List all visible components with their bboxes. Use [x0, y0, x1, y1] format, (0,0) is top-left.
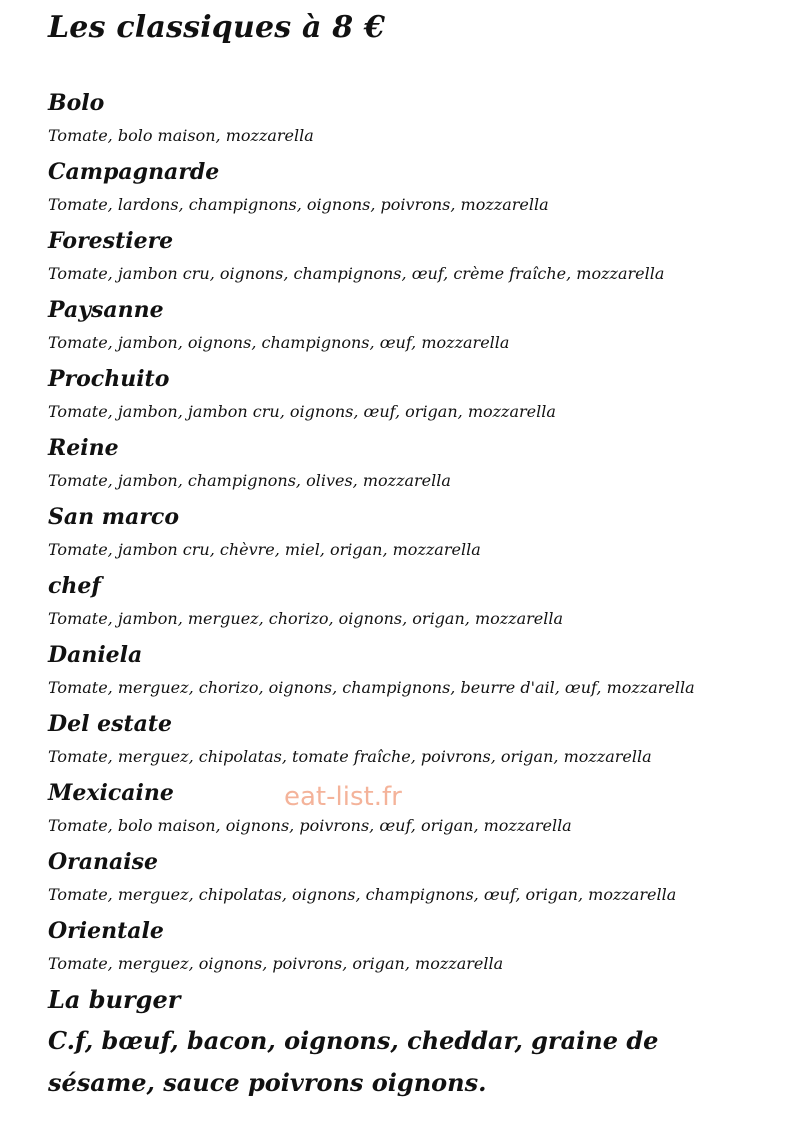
item-name: San marco — [48, 504, 179, 530]
menu-item — [48, 155, 768, 224]
item-description: Tomate, jambon, champignons, olives, mozzarella — [48, 471, 451, 490]
item-name: Oranaise — [48, 849, 158, 875]
menu-item — [48, 500, 768, 569]
item-name: Orientale — [48, 918, 164, 944]
item-description: Tomate, bolo maison, oignons, poivrons, œuf, origan, mozzarella — [48, 816, 572, 835]
item-name: Campagnarde — [48, 159, 220, 185]
item-description: Tomate, jambon cru, chèvre, miel, origan, mozzarella — [48, 540, 481, 559]
menu-item — [48, 707, 768, 776]
item-description: Tomate, merguez, chipolatas, oignons, champignons, œuf, origan, mozzarella — [48, 885, 677, 904]
item-description: Tomate, jambon, oignons, champignons, œuf, mozzarella — [48, 333, 510, 352]
item-name: Reine — [48, 435, 119, 461]
menu-item — [48, 638, 768, 707]
menu-item — [48, 86, 768, 155]
burger-description: C.f, bœuf, bacon, oignons, cheddar, graine de sésame, sauce poivrons oignons. — [48, 1026, 659, 1097]
item-name: Mexicaine — [48, 780, 174, 806]
item-description: Tomate, jambon, jambon cru, oignons, œuf, origan, mozzarella — [48, 402, 556, 421]
item-description: Tomate, jambon cru, oignons, champignons, œuf, crème fraîche, mozzarella — [48, 264, 665, 283]
item-name: Forestiere — [48, 228, 174, 254]
menu-item — [48, 845, 768, 914]
item-description: Tomate, merguez, chorizo, oignons, champignons, beurre d'ail, œuf, mozzarella — [48, 678, 695, 697]
item-name: Del estate — [48, 711, 173, 737]
watermark-text: eat-list.fr — [284, 782, 402, 812]
item-description: Tomate, merguez, chipolatas, tomate fraîche, poivrons, origan, mozzarella — [48, 747, 652, 766]
page-title: Les classiques à 8 € — [48, 10, 386, 45]
menu-item — [48, 776, 768, 845]
item-name: Daniela — [48, 642, 143, 668]
item-description: Tomate, lardons, champignons, oignons, poivrons, mozzarella — [48, 195, 549, 214]
menu-item — [48, 914, 768, 983]
item-name: Paysanne — [48, 297, 164, 323]
menu-item — [48, 431, 768, 500]
burger-item — [48, 980, 768, 1104]
item-description: Tomate, jambon, merguez, chorizo, oignons, origan, mozzarella — [48, 609, 564, 628]
burger-name: La burger — [48, 985, 181, 1014]
item-description: Tomate, bolo maison, mozzarella — [48, 126, 314, 145]
item-name: chef — [48, 573, 101, 599]
item-name: Prochuito — [48, 366, 170, 392]
menu-item — [48, 224, 768, 293]
item-name: Bolo — [48, 90, 105, 116]
item-description: Tomate, merguez, oignons, poivrons, origan, mozzarella — [48, 954, 504, 973]
menu-item — [48, 569, 768, 638]
menu-item — [48, 362, 768, 431]
pizza-list — [48, 86, 768, 983]
menu-item — [48, 293, 768, 362]
